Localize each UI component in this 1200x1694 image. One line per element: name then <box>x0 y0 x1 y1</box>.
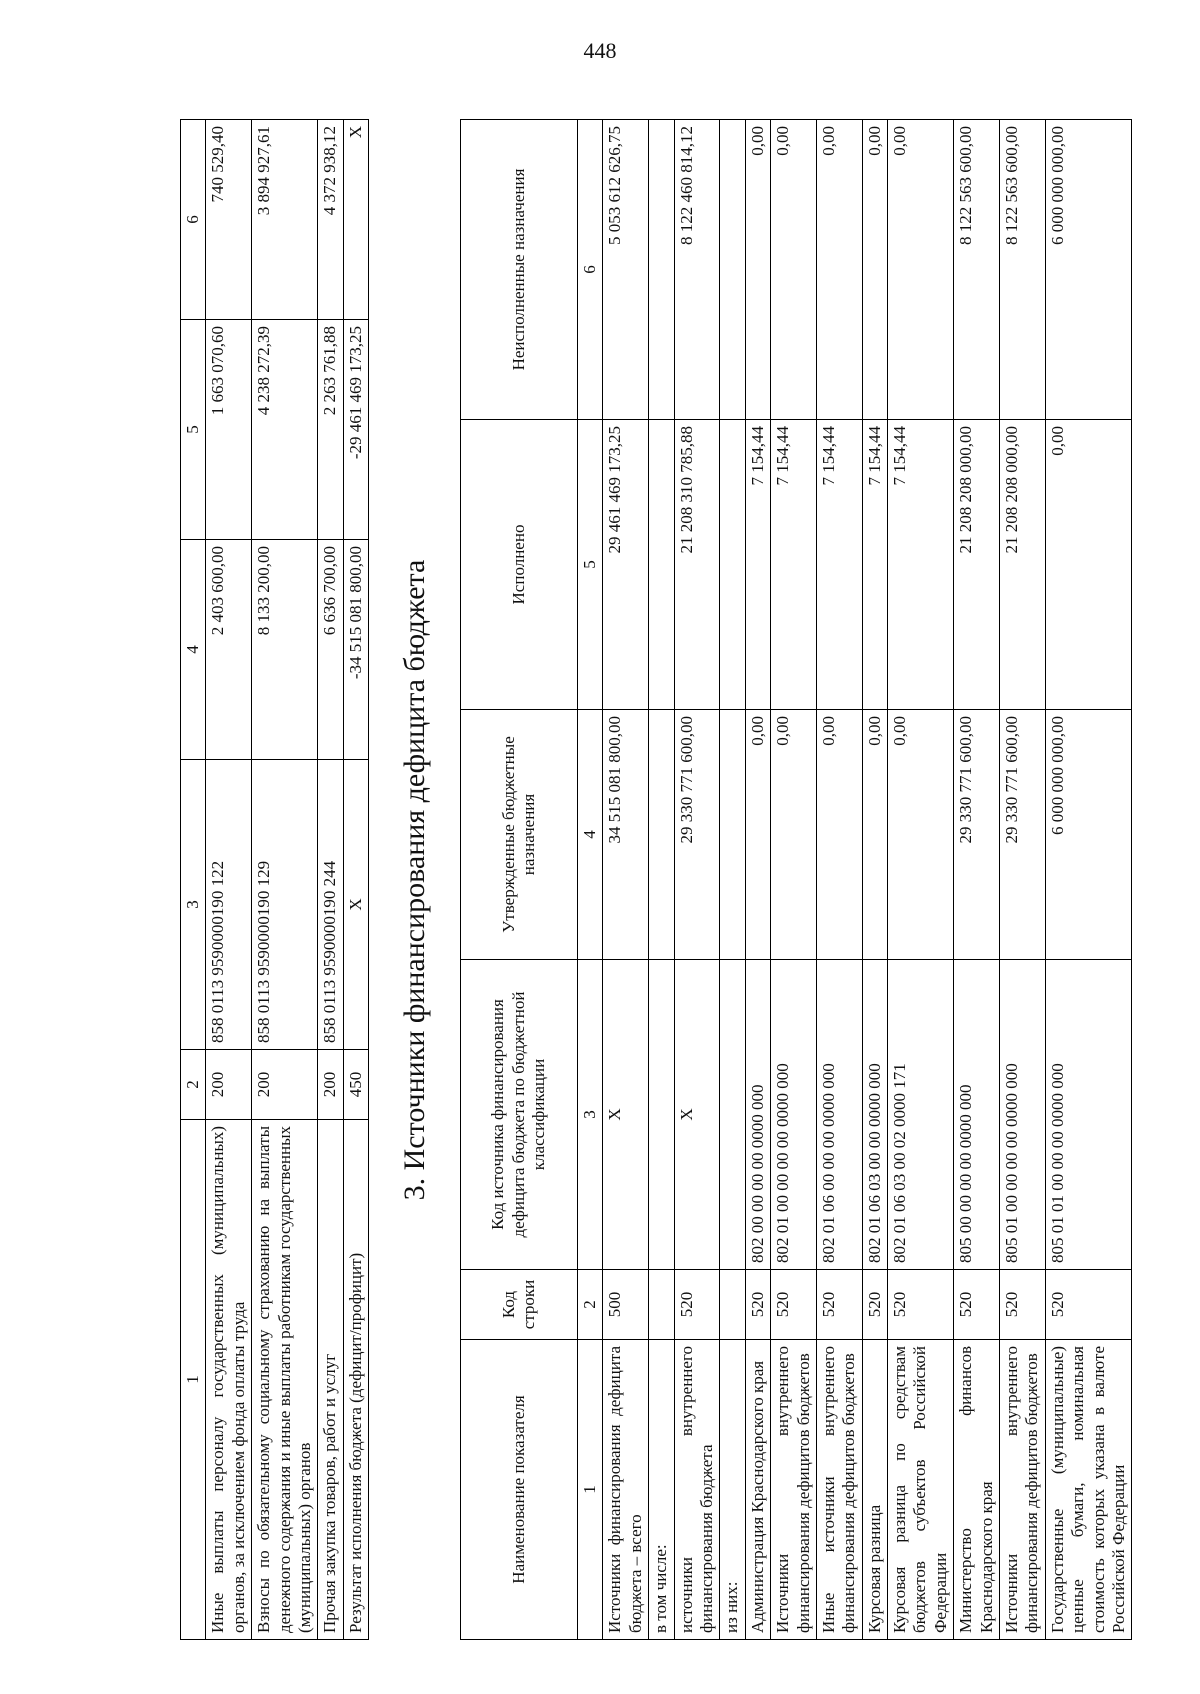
line-code-cell: 520 <box>745 1270 770 1340</box>
executed-amount-cell: 7 154,44 <box>745 420 770 710</box>
table-row <box>954 120 1000 1640</box>
approved-amount-cell: 6 000 000 000,00 <box>1045 710 1132 960</box>
approved-amount-cell: 6 636 700,00 <box>318 540 343 760</box>
column-number: 2 <box>578 1270 603 1340</box>
unexecuted-amount-cell: 6 000 000 000,00 <box>1045 120 1132 420</box>
source-code-cell <box>649 960 674 1270</box>
indicator-name-cell: из них: <box>720 1340 745 1640</box>
line-code-cell: 200 <box>252 1050 318 1120</box>
column-number: 6 <box>578 120 603 420</box>
approved-amount-cell: 0,00 <box>771 710 817 960</box>
indicator-name-cell: Курсовая разница <box>862 1340 887 1640</box>
source-code-cell: 802 01 06 03 00 00 0000 000 <box>862 960 887 1270</box>
line-code-cell: 520 <box>1045 1270 1132 1340</box>
approved-amount-cell: 8 133 200,00 <box>252 540 318 760</box>
indicator-name-cell: Государственные (муниципальные) ценные бумаги, номинальная стоимость которых указана в валюте Российской Федерации <box>1045 1340 1132 1640</box>
header-name: Наименование показателя <box>461 1340 578 1640</box>
source-code-cell: 805 01 01 00 00 00 0000 000 <box>1045 960 1132 1270</box>
approved-amount-cell: 29 330 771 600,00 <box>674 710 720 960</box>
source-code-cell: X <box>674 960 720 1270</box>
executed-amount-cell: 4 238 272,39 <box>252 320 318 540</box>
unexecuted-amount-cell: 3 894 927,61 <box>252 120 318 320</box>
table-header-row <box>461 120 578 1640</box>
table-row <box>206 120 252 1640</box>
approved-amount-cell: 34 515 081 800,00 <box>603 710 649 960</box>
column-number: 4 <box>578 710 603 960</box>
indicator-name-cell: Администрация Краснодарского края <box>745 1340 770 1640</box>
approved-amount-cell: 0,00 <box>745 710 770 960</box>
line-code-cell: 500 <box>603 1270 649 1340</box>
executed-amount-cell: 7 154,44 <box>771 420 817 710</box>
unexecuted-amount-cell: 4 372 938,12 <box>318 120 343 320</box>
table-row <box>862 120 887 1640</box>
deficit-sources-table-body <box>603 120 1132 1640</box>
table-row <box>720 120 745 1640</box>
table-row <box>1045 120 1132 1640</box>
approved-amount-cell: 0,00 <box>862 710 887 960</box>
deficit-sources-table <box>460 119 1132 1640</box>
line-code-cell: 200 <box>206 1050 252 1120</box>
source-code-cell: X <box>343 760 368 1050</box>
table-row <box>252 120 318 1640</box>
section-title: 3. Источники финансирования дефицита бюджета <box>398 559 431 1201</box>
indicator-name-cell: Результат исполнения бюджета (дефицит/профицит) <box>343 1120 368 1640</box>
executed-amount-cell: 7 154,44 <box>816 420 862 710</box>
source-code-cell: 802 01 06 00 00 00 0000 000 <box>816 960 862 1270</box>
unexecuted-amount-cell: 8 122 563 600,00 <box>1000 120 1046 420</box>
executed-amount-cell: 21 208 208 000,00 <box>954 420 1000 710</box>
unexecuted-amount-cell: 0,00 <box>862 120 887 420</box>
line-code-cell <box>720 1270 745 1340</box>
indicator-name-cell: Источники внутреннего финансирования дефицитов бюджетов <box>1000 1340 1046 1640</box>
source-code-cell <box>720 960 745 1270</box>
source-code-cell: 858 0113 9590000190 244 <box>318 760 343 1050</box>
indicator-name-cell: Иные выплаты персоналу государственных (муниципальных) органов, за исключением фонда оплаты труда <box>206 1120 252 1640</box>
line-code-cell: 520 <box>954 1270 1000 1340</box>
expenses-table <box>180 119 369 1640</box>
line-code-cell <box>649 1270 674 1340</box>
approved-amount-cell: 0,00 <box>816 710 862 960</box>
indicator-name-cell: Министерство финансов Краснодарского края <box>954 1340 1000 1640</box>
table-row <box>745 120 770 1640</box>
unexecuted-amount-cell: 0,00 <box>888 120 954 420</box>
executed-amount-cell <box>720 420 745 710</box>
column-numbers-row <box>578 120 603 1640</box>
table-row <box>771 120 817 1640</box>
executed-amount-cell: 7 154,44 <box>862 420 887 710</box>
expenses-table-body <box>206 120 369 1640</box>
table-row <box>674 120 720 1640</box>
line-code-cell: 450 <box>343 1050 368 1120</box>
executed-amount-cell: 2 263 761,88 <box>318 320 343 540</box>
header-approved: Утвержденные бюджетные назначения <box>461 710 578 960</box>
indicator-name-cell: источники внутреннего финансирования бюджета <box>674 1340 720 1640</box>
source-code-cell: 805 00 00 00 00 0000 000 <box>954 960 1000 1270</box>
column-number: 1 <box>181 1120 206 1640</box>
source-code-cell: X <box>603 960 649 1270</box>
table-row <box>343 120 368 1640</box>
indicator-name-cell: Курсовая разница по средствам бюджетов субъектов Российской Федерации <box>888 1340 954 1640</box>
page-number: 448 <box>583 38 617 63</box>
line-code-cell: 520 <box>1000 1270 1046 1340</box>
source-code-cell: 802 00 00 00 00 0000 000 <box>745 960 770 1270</box>
column-number: 3 <box>578 960 603 1270</box>
approved-amount-cell: 29 330 771 600,00 <box>1000 710 1046 960</box>
table-header-row <box>181 120 206 1640</box>
line-code-cell: 520 <box>816 1270 862 1340</box>
table-row <box>603 120 649 1640</box>
unexecuted-amount-cell: X <box>343 120 368 320</box>
source-code-cell: 805 01 00 00 00 00 0000 000 <box>1000 960 1046 1270</box>
column-number: 6 <box>181 120 206 320</box>
approved-amount-cell <box>649 710 674 960</box>
executed-amount-cell: -29 461 469 173,25 <box>343 320 368 540</box>
indicator-name-cell: в том числе: <box>649 1340 674 1640</box>
line-code-cell: 520 <box>771 1270 817 1340</box>
header-executed: Исполнено <box>461 420 578 710</box>
executed-amount-cell: 7 154,44 <box>888 420 954 710</box>
executed-amount-cell: 21 208 208 000,00 <box>1000 420 1046 710</box>
table-row <box>649 120 674 1640</box>
rotated-sheet <box>80 40 1200 1640</box>
line-code-cell: 520 <box>674 1270 720 1340</box>
source-code-cell: 858 0113 9590000190 122 <box>206 760 252 1050</box>
unexecuted-amount-cell: 5 053 612 626,75 <box>603 120 649 420</box>
approved-amount-cell: 29 330 771 600,00 <box>954 710 1000 960</box>
header-unexecuted: Неисполненные назначения <box>461 120 578 420</box>
indicator-name-cell: Источники финансирования дефицита бюджета – всего <box>603 1340 649 1640</box>
executed-amount-cell: 1 663 070,60 <box>206 320 252 540</box>
approved-amount-cell: 2 403 600,00 <box>206 540 252 760</box>
header-source-code: Код источника финансирования дефицита бюджета по бюджетной классификации <box>461 960 578 1270</box>
unexecuted-amount-cell: 0,00 <box>816 120 862 420</box>
indicator-name-cell: Иные источники внутреннего финансирования дефицитов бюджетов <box>816 1340 862 1640</box>
line-code-cell: 520 <box>888 1270 954 1340</box>
header-line-code: Код строки <box>461 1270 578 1340</box>
column-number: 4 <box>181 540 206 760</box>
executed-amount-cell: 0,00 <box>1045 420 1132 710</box>
indicator-name-cell: Прочая закупка товаров, работ и услуг <box>318 1120 343 1640</box>
unexecuted-amount-cell: 8 122 460 814,12 <box>674 120 720 420</box>
executed-amount-cell: 29 461 469 173,25 <box>603 420 649 710</box>
source-code-cell: 858 0113 9590000190 129 <box>252 760 318 1050</box>
line-code-cell: 520 <box>862 1270 887 1340</box>
indicator-name-cell: Взносы по обязательному социальному страхованию на выплаты денежного содержания и иные выплаты работникам государственных (муниципальных) органов <box>252 1120 318 1640</box>
unexecuted-amount-cell: 8 122 563 600,00 <box>954 120 1000 420</box>
executed-amount-cell: 21 208 310 785,88 <box>674 420 720 710</box>
table-row <box>816 120 862 1640</box>
unexecuted-amount-cell: 0,00 <box>745 120 770 420</box>
executed-amount-cell <box>649 420 674 710</box>
column-number: 5 <box>181 320 206 540</box>
table-row <box>888 120 954 1640</box>
approved-amount-cell: -34 515 081 800,00 <box>343 540 368 760</box>
column-number: 3 <box>181 760 206 1050</box>
unexecuted-amount-cell: 0,00 <box>771 120 817 420</box>
indicator-name-cell: Источники внутреннего финансирования дефицитов бюджетов <box>771 1340 817 1640</box>
source-code-cell: 802 01 00 00 00 00 0000 000 <box>771 960 817 1270</box>
table-row <box>1000 120 1046 1640</box>
line-code-cell: 200 <box>318 1050 343 1120</box>
unexecuted-amount-cell <box>649 120 674 420</box>
column-number: 2 <box>181 1050 206 1120</box>
approved-amount-cell: 0,00 <box>888 710 954 960</box>
source-code-cell: 802 01 06 03 00 02 0000 171 <box>888 960 954 1270</box>
approved-amount-cell <box>720 710 745 960</box>
column-number: 5 <box>578 420 603 710</box>
table-row <box>318 120 343 1640</box>
unexecuted-amount-cell: 740 529,40 <box>206 120 252 320</box>
unexecuted-amount-cell <box>720 120 745 420</box>
column-number: 1 <box>578 1340 603 1640</box>
